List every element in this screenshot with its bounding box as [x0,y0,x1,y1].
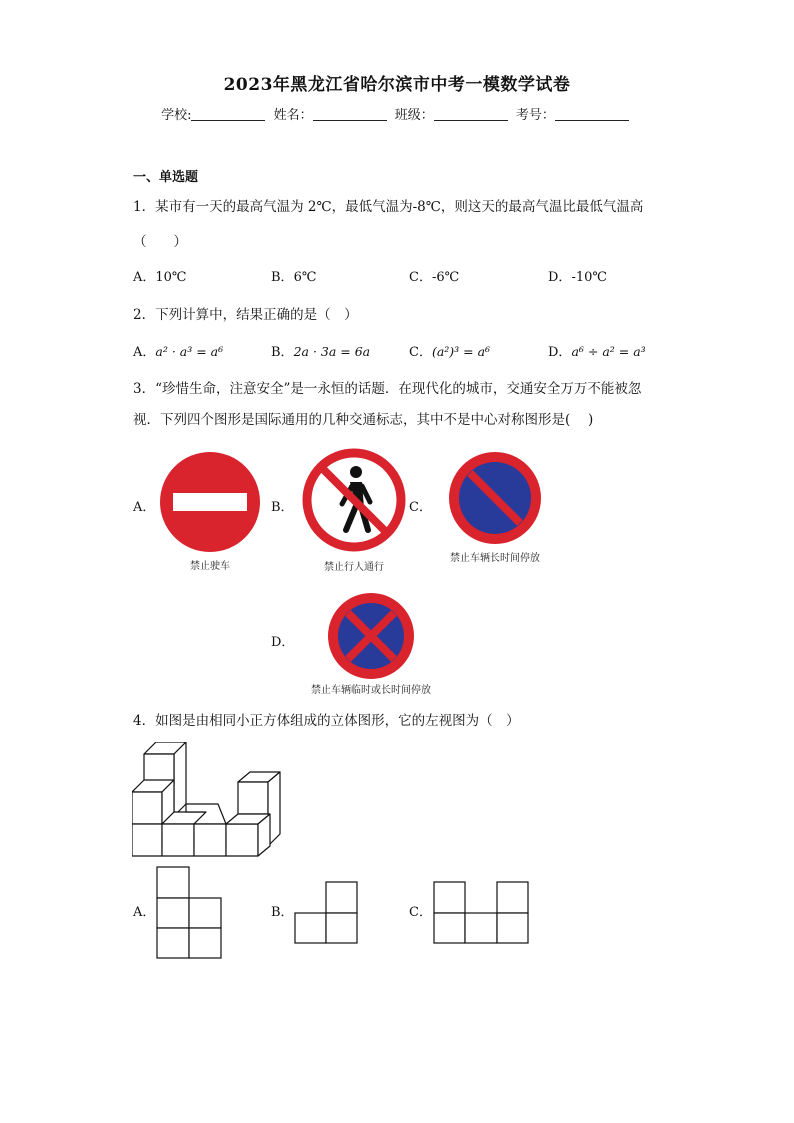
q3-option-d-label[interactable]: D． [271,635,295,650]
q2-option-a[interactable]: A．a² · a³ = a⁶ [133,344,224,360]
no-entry-bar [173,493,247,511]
name-blank[interactable] [313,106,387,121]
q1-option-c[interactable]: C．-6℃ [409,270,460,285]
q3-option-b-caption: 禁止行人通行 [324,562,384,573]
no-entry-sign [156,448,264,574]
q4-option-c-view [433,881,531,945]
q3-option-b-label[interactable]: B． [271,500,294,515]
q1-option-b[interactable]: B．6℃ [271,270,317,285]
q4-option-b-label[interactable]: B． [271,905,294,920]
class-label: 班级： [394,108,434,123]
q4-option-b-view [294,881,360,945]
cube-solid-figure [132,742,284,858]
q2-option-b[interactable]: B．2a · 3a = 6a [271,344,371,360]
q1-option-a[interactable]: A．10℃ [133,270,187,285]
exam-number-blank[interactable] [555,106,629,121]
no-stopping-sign [298,590,448,698]
name-label: 姓名： [273,108,313,123]
q3-option-c-caption: 禁止车辆长时间停放 [450,553,540,564]
q3-stem-line1: 3．“珍惜生命，注意安全”是一永恒的话题．在现代化的城市，交通安全万万不能被忽 [133,381,642,397]
page-title: 2023年黑龙江省哈尔滨市中考一模数学试卷 [223,75,571,95]
q4-stem: 4．如图是由相同小正方体组成的立体图形，它的左视图为（ ） [133,713,520,729]
q3-option-c-label[interactable]: C． [409,500,432,515]
q3-stem-line2: 视．下列四个图形是国际通用的几种交通标志，其中不是中心对称图形是( ) [133,412,594,428]
q4-option-c-label[interactable]: C． [409,905,432,920]
q4-option-a-view [156,866,224,960]
q2-stem: 2．下列计算中，结果正确的是（ ） [133,307,358,323]
q2-option-d[interactable]: D．a⁶ ÷ a² = a³ [548,344,646,360]
q2-option-c[interactable]: C．(a²)³ = a⁶ [409,344,491,360]
q3-option-d-caption: 禁止车辆临时或长时间停放 [311,685,431,696]
no-long-parking-sign [440,450,558,568]
student-info-row [0,104,794,123]
q3-option-a-label[interactable]: A． [133,500,156,515]
q1-stem-line1: 1．某市有一天的最高气温为 2℃，最低气温为-8℃，则这天的最高气温比最低气温高 [133,199,644,215]
q3-option-a-caption: 禁止驶车 [190,561,230,572]
no-pedestrians-sign [298,444,410,574]
q1-stem-line2: （ ） [133,234,187,250]
school-label: 学校: [161,108,192,123]
class-blank[interactable] [434,106,508,121]
section-heading-single-choice: 一、单选题 [133,170,199,185]
exam-number-label: 考号： [515,108,555,123]
q4-option-a-label[interactable]: A． [133,905,156,920]
q1-option-d[interactable]: D．-10℃ [548,270,607,285]
school-blank[interactable] [191,106,265,121]
